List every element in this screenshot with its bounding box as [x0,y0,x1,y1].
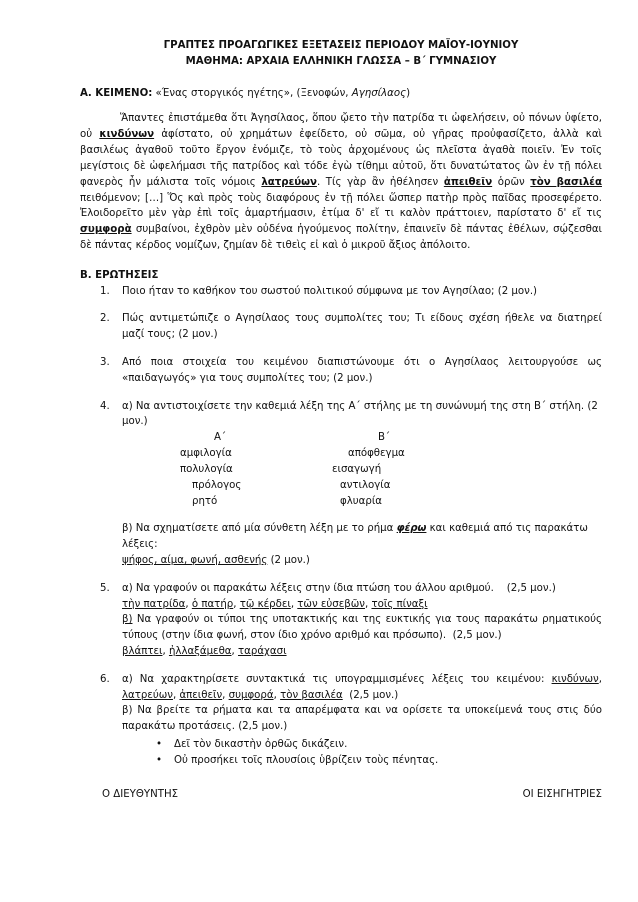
column-a-item: πολυλογία [180,463,233,475]
question-2-number: 2. [100,313,110,325]
text-part-2: ἀφίστατο, οὐ χρημάτων ἐφείδετο, οὐ σῶμα, οὐ γῆρας προὐφασίζετο, ἀλλὰ καὶ βασιλέως ἀγαθοῦ τοῦτο ἔργον ἐνόμιζε, τὸ τοὺς ἀρχομένους ὡς πλεῖστα ἀγαθὰ ποιεῖν. Ἐν τοῖς μεγίστοις δὲ ὠφελήμασι τῆς πατρίδος καὶ τόδε ἐγὼ τίθημι αὐτοῦ, ὅτι δυνατώτατος ὢν ἐν τῇ πόλει φανερὸς ἦν μάλιστα τοῖς νόμοις [80,129,602,188]
matching-columns [174,430,602,446]
column-b-item: αντιλογία [340,479,391,491]
word-item: λατρεύων [122,689,173,701]
question-6-number: 6. [100,673,110,685]
text-part-6: συμβαίνοι, ἐχθρὸν μὲν οὐδένα ἡγούμενος πολίτην, ἐπαινεῖν δὲ πάντας ἐθέλων, σῴζεσθαι δὲ πάντας κέρδος νομίζων, ζημίαν δὲ τιθεὶς εἰ καὶ ὁ μικροῦ ἄξιος ἀπόλοιτο. [80,224,602,251]
list-item: • Δεῖ τὸν δικαστὴν ὀρθῶς δικάζειν. [152,737,602,753]
question-6a-text: α) Να χαρακτηρίσετε συντακτικά τις υπογραμμισμένες λέξεις του κειμένου: κινδύνων, λατρεύων, ἀπειθεῖν, συμφορά, τὸν βασιλέα (2,5 μον.) [122,673,602,701]
header-line-1: ΓΡΑΠΤΕΣ ΠΡΟΑΓΩΓΙΚΕΣ ΕΞΕΤΑΣΕΙΣ ΠΕΡΙΟΔΟΥ ΜΑΪΟΥ-ΙΟΥΝΙΟΥ [163,40,519,51]
column-a-item: πρόλογος [192,479,242,491]
header-line-2: ΜΑΘΗΜΑ: ΑΡΧΑΙΑ ΕΛΛΗΝΙΚΗ ΓΛΩΣΣΑ – Β΄ ΓΥΜΝΑΣΙΟΥ [185,55,497,67]
question-6-body [122,672,602,769]
question-4b-pre: β) Να σχηματίσετε από μία σύνθετη λέξη με το ρήμα [122,523,397,535]
underlined-word-latreuon: λατρεύων [261,176,317,188]
matching-row [180,478,602,494]
word-item: ταράχασι [238,646,287,657]
word-item: ἀπειθεῖν [179,689,223,701]
list-item: • Οὐ προσήκει τοῖς πλουσίοις ὑβρίζειν τοὺς πένητας. [152,753,602,769]
underlined-word-ton-basilea: τὸν βασιλέα [530,176,602,188]
question-6a-body: α) Να χαρακτηρίσετε συντακτικά τις υπογραμμισμένες λέξεις του κειμένου: [122,673,552,685]
underlined-word-kindynon: κινδύνων [99,129,155,141]
word-item: τὸν βασιλέα [280,689,343,701]
word-item: τῷ κέρδει [239,598,291,610]
column-a-item: ρητό [192,495,218,507]
column-b-item: εισαγωγή [332,463,382,475]
word-item: τοῖς πίναξι [371,598,428,610]
exam-header [80,38,602,70]
question-5b-text [122,612,606,644]
question-1-number: 1. [100,285,110,297]
sentence-list [152,737,602,769]
question-4a-text: α) Να αντιστοιχίσετε την καθεμιά λέξη της Α΄ στήλης με τη συνώνυμή της στη Β΄ στήλη. (2 μον.) [122,400,598,428]
question-4b-post: και καθεμιά από τις παρακάτω λέξεις: [122,523,588,551]
text-title-a: «Ένας στοργικός ηγέτης», (Ξενοφών, [152,87,352,99]
question-2 [100,311,602,343]
word-item: τὴν πατρίδα [122,598,186,610]
question-5 [100,581,606,660]
question-1-text: Ποιο ήταν το καθήκον του σωστού πολιτικού σύμφωνα με τον Αγησίλαο; (2 μον.) [122,285,538,297]
question-4 [100,399,602,569]
question-5b-body: Να γραφούν οι τύποι της υποτακτικής και της ευκτικής για τους παρακάτω ρηματικούς τύπους (στην ίδια φωνή, στον ίδιο χρόνο αριθμό και πρόσωπο). (2,5 μον.) [122,614,606,642]
word-item: ἠλλαξάμεθα [168,646,232,657]
question-5b-words: βλάπτει, ἠλλαξάμεθα, ταράχασι [122,646,287,657]
question-5b-label: β) [122,614,133,626]
exam-page [80,38,606,803]
question-5-number: 5. [100,582,110,594]
matching-row [180,446,602,462]
footer-reporters: ΟΙ ΕΙΣΗΓΗΤΡΙΕΣ [522,788,602,800]
matching-rows [180,446,602,509]
column-b-item: απόφθεγμα [348,448,405,460]
column-a-header: Α΄ [214,432,227,444]
text-section-title [80,86,602,102]
question-4b-words: ψήφος, αίμα, φωνή, ασθενής [122,554,268,566]
footer-director: Ο ΔΙΕΥΘΥΝΤΗΣ [102,788,179,800]
text-section-label: Α. ΚΕΙΜΕΝΟ: [80,87,153,99]
question-5a-words: τὴν πατρίδα, ὁ πατήρ, τῷ κέρδει, τῶν εὐσεβῶν, τοῖς πίναξι [122,598,428,610]
signature-footer [102,787,602,803]
question-5a-text: α) Να γραφούν οι παρακάτω λέξεις στην ίδια πτώση του άλλου αριθμού. (2,5 μον.) [122,582,556,594]
question-1 [100,284,602,300]
word-item: τῶν εὐσεβῶν [297,598,365,610]
question-4b-points: (2 μον.) [267,554,310,566]
question-3 [100,355,602,387]
word-item: βλάπτει [122,646,163,657]
question-5-body [122,581,606,660]
question-3-text: Από ποια στοιχεία του κειμένου διαπιστώνουμε ότι ο Αγησίλαος λειτουργούσε ως «παιδαγωγός» για τους συμπολίτες του; (2 μον.) [122,357,602,384]
question-4-number: 4. [100,400,110,412]
questions-section-title: Β. ΕΡΩΤΗΣΕΙΣ [80,269,159,281]
matching-row [180,494,602,510]
column-b-header: Β΄ [378,432,391,444]
question-2-text: Πώς αντιμετώπιζε ο Αγησίλαος τους συμπολίτες του; Τι είδους σχέση ήθελε να διατηρεί μαζί τους; (2 μον.) [122,313,602,341]
matching-row [180,462,602,478]
word-item: κινδύνων [551,673,599,685]
column-b-item: φλυαρία [340,495,382,507]
word-item: ὁ πατήρ [191,598,234,610]
text-part-5: πειθόμενον; […] Ὅς καὶ πρὸς τοὺς διαφόρους ἐν τῇ πόλει ὥσπερ πατὴρ πρὸς παῖδας προσεφέρετο. Ἐλοιδορεῖτο μὲν γὰρ ἐπὶ τοῖς ἁμαρτήμασιν, ἐτίμα δ' εἴ τι καλὸν πράττοιεν, παρίστατο δ' εἴ τις [80,192,602,220]
text-title-work: Αγησίλαος [351,87,407,99]
question-6 [100,672,602,769]
text-part-3: . Τίς γὰρ ἂν ἠθέλησεν [316,176,444,188]
question-4b-words-line [122,553,602,569]
question-4-body [122,399,602,569]
text-part-1: Ἅπαντες ἐπιστάμεθα ὅτι Ἀγησίλαος, ὅπου ᾤετο τὴν πατρίδα τι ὠφελήσειν, οὐ πόνων ὑφίετο, οὐ [80,113,602,141]
question-6b-text: β) Να βρείτε τα ρήματα και τα απαρέμφατα και να ορίσετε τα υποκείμενά τους στις δύο παρακάτω προτάσεις. (2,5 μον.) [122,705,602,733]
text-part-4: ὁρῶν [492,176,531,188]
question-4b-verb: φέρω [396,523,427,535]
question-6a-points: (2,5 μον.) [342,689,399,701]
underlined-word-apeithein: ἀπειθεῖν [443,176,493,188]
underlined-word-symfora: συμφορὰ [80,224,132,236]
ancient-text-paragraph [80,111,602,253]
word-item: συμφορά [228,689,274,701]
question-3-number: 3. [100,357,110,368]
text-title-b: ) [406,87,411,99]
column-a-item: αμφιλογία [180,448,232,460]
question-4b-text [122,521,602,553]
